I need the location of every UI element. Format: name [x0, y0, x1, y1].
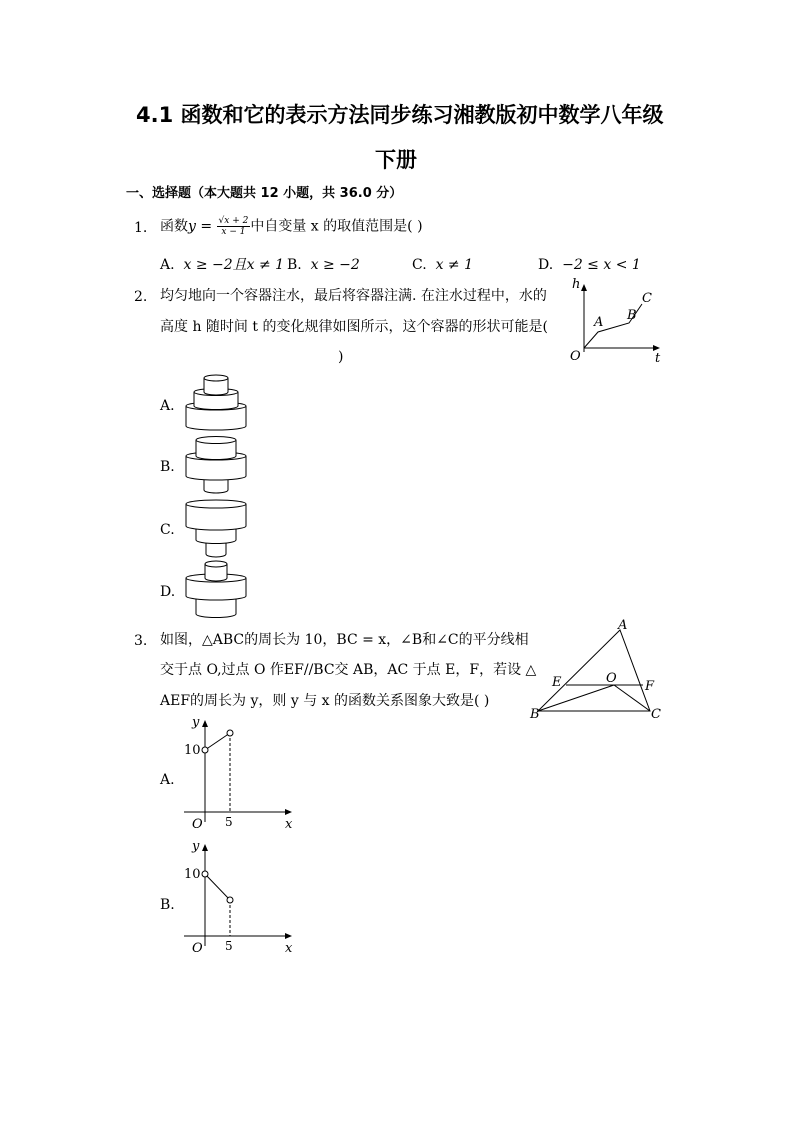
q3-line1: 如图，△ABC的周长为 10，BC = x，∠B和∠C的平分线相 — [160, 632, 529, 648]
option-text: −2 ≤ x < 1 — [562, 257, 641, 273]
q3-graph-a — [178, 712, 302, 834]
label-b: B — [627, 308, 637, 323]
q1-numerator: √x + 2 — [218, 216, 249, 226]
q1-denominator: x − 1 — [221, 227, 246, 237]
q2-container-c — [180, 496, 252, 560]
graph-line — [205, 733, 230, 750]
q2-container-b — [180, 434, 252, 496]
label-o: O — [192, 941, 203, 956]
page-title: 4.1 函数和它的表示方法同步练习湘教版初中数学八年级 — [136, 103, 664, 127]
q1-option-a — [160, 255, 284, 275]
q3-line2: 交于点 O,过点 O 作EF//BC交 AB，AC 于点 E，F，若设 △ — [160, 662, 537, 678]
x-arrow — [285, 809, 292, 815]
open-point — [202, 871, 208, 877]
label-h: h — [572, 277, 581, 292]
label-five: 5 — [225, 815, 233, 829]
y-arrow — [202, 720, 208, 727]
x-arrow — [285, 933, 292, 939]
page-title-line2: 下册 — [375, 148, 417, 172]
label-y: y — [192, 839, 200, 854]
q1-number: 1. — [134, 220, 148, 236]
open-point — [202, 747, 208, 753]
q3-option-a-label: A. — [160, 772, 175, 788]
label-five: 5 — [225, 939, 233, 953]
q2-line1: 均匀地向一个容器注水，最后将容器注满. 在注水过程中，水的 — [160, 288, 547, 304]
q1-stem — [160, 216, 423, 237]
q2-option-d-label: D. — [160, 584, 176, 600]
label-t: t — [655, 351, 661, 366]
label-c: C — [642, 291, 652, 306]
q1-option-c — [412, 255, 473, 275]
q2-option-c-label: C. — [160, 522, 175, 538]
q1-func-lhs: y = — [188, 218, 213, 235]
option-text: x ≥ −2 — [310, 257, 360, 273]
label-ten: 10 — [184, 743, 201, 758]
q2-height-time-graph — [562, 274, 672, 366]
option-text: x ≠ 1 — [435, 257, 474, 273]
label-o: O — [570, 349, 581, 364]
q3-line3: AEF的周长为 y，则 y 与 x 的函数关系图象大致是( ) — [160, 693, 490, 709]
label-a: A — [594, 315, 604, 330]
label-a: A — [618, 618, 628, 633]
segment-bo — [538, 685, 614, 711]
option-label: D. — [538, 257, 554, 273]
q1-prefix: 函数 — [160, 218, 188, 235]
q2-number: 2. — [134, 289, 148, 305]
label-b: B — [530, 707, 540, 722]
q2-container-a — [180, 372, 252, 432]
q3-option-b-label: B. — [160, 897, 175, 913]
label-y: y — [192, 715, 200, 730]
label-x: x — [285, 817, 293, 832]
q1-suffix: 中自变量 x 的取值范围是( ) — [250, 218, 423, 235]
label-o: O — [606, 671, 617, 686]
option-label: C. — [412, 257, 427, 273]
q1-option-d — [538, 255, 641, 275]
graph-line — [205, 874, 230, 900]
q3-graph-b — [178, 836, 302, 958]
label-e: E — [552, 675, 562, 690]
q1-fraction — [217, 216, 251, 237]
q1-option-b — [287, 255, 360, 275]
q3-number: 3. — [134, 633, 148, 649]
q2-line2: 高度 h 随时间 t 的变化规律如图所示，这个容器的形状可能是( — [160, 319, 548, 335]
label-o: O — [192, 817, 203, 832]
q3-triangle-figure — [528, 618, 668, 724]
q2-line3: ) — [338, 349, 344, 365]
label-x: x — [285, 941, 293, 956]
option-text: x ≥ −2且x ≠ 1 — [183, 257, 285, 273]
label-c: C — [651, 707, 661, 722]
open-point — [227, 897, 233, 903]
label-ten: 10 — [184, 867, 201, 882]
q2-option-b-label: B. — [160, 459, 175, 475]
option-label: B. — [287, 257, 302, 273]
section-heading: 一、选择题（本大题共 12 小题，共 36.0 分） — [126, 186, 403, 201]
q2-container-d — [180, 558, 252, 624]
graph-h-arrow — [581, 284, 587, 291]
y-arrow — [202, 844, 208, 851]
label-f: F — [645, 679, 655, 694]
option-label: A. — [160, 257, 175, 273]
q2-option-a-label: A. — [160, 398, 175, 414]
open-point — [227, 730, 233, 736]
